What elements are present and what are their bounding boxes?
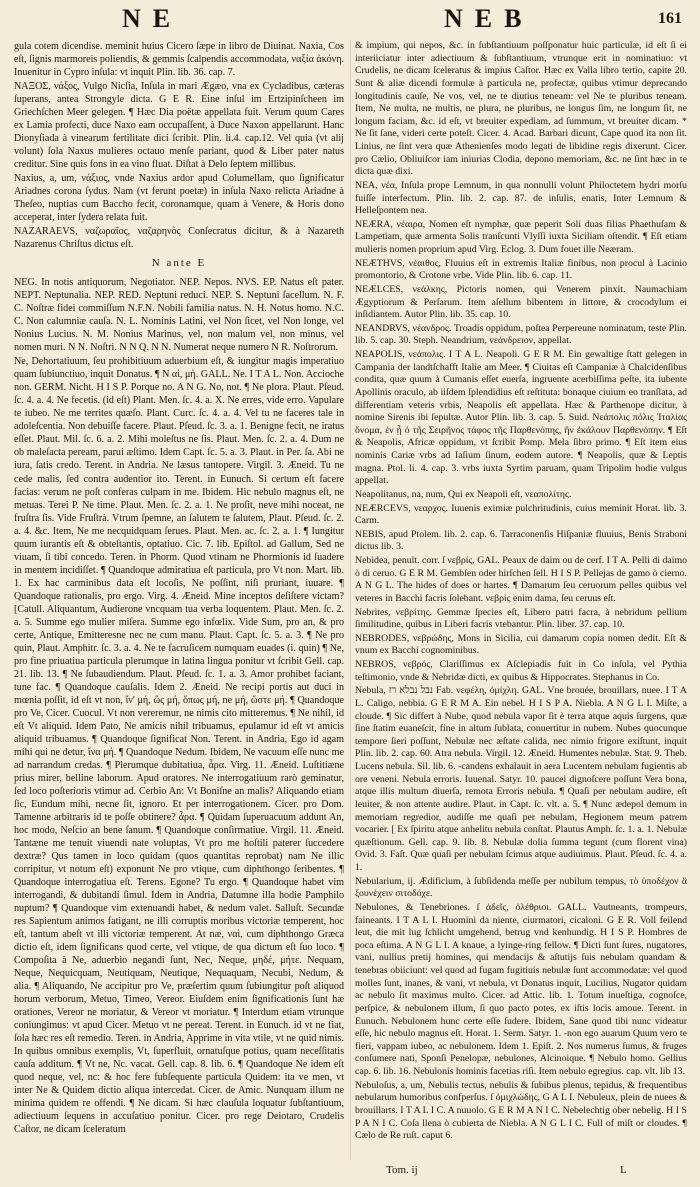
- entry-naxos: ΝΑΞΟΣ, νάξος, Vulgo Nicſia, Inſula in mari Ægæo, vna ex Cycladibus, cæteras ſuperans, antea Strongyle dicta. G E R. Eine inſul im Ertzipinſcheen im Griechſchen Meer gelegen. ¶ Hæc Dia poëtæ appellata fuit. Verum quum Cares ex Lamia profecti, duce Naxo eam occupaſſent, à Duce Naxon appellarunt. Hanc Dionyſiada à vinearum fertilitate dici ſcribit. Plin. li.4. cap.12. Vel quia (vt alij volunt) ſola Naxus mulieres octauo menſe pariant, quod & Liber pater natus creditur. Sine quis fons in ea vino fluat. Diſtat à Delo ſeptem millibus.: [14, 81, 344, 171]
- entry-nebis: NEBIS, apud Ptolem. lib. 2. cap. 6. Tarraconenſis Hiſpaniæ fluuius, Benis Straboni dictus lib. 3.: [355, 528, 687, 553]
- entry-nebridea: Nebidea, penult. corr. ſ νεβρίς, GAL. Peaux de daim ou de cerf. I T A. Pelli di daimo ò di ceruo. G E R M. Gembſen oder hirſchen ſell. H I S P. Pellejas de gamo ò cierno. A N G L. The hides of does or hartes. ¶ Damarum ſeu ceruorum pelles quibus vel veteres in Bacchi facris ſolebant. νεβρὶς enim dama, ſeu ceruus eſt.: [355, 555, 687, 604]
- entry-nebularium: Nebularium, ij. Ædificium, à ſubſidenda meſſe per nubilum tempus, τὸ ὑποδέχον ἃ ξουνέχειν σιτοδόχε.: [355, 875, 687, 900]
- column-divider: [350, 40, 351, 1160]
- entry-neandrus: ΝΕΑΝDRVS, νέανδρος. Troadis oppidum, poſtea Perpereune nominatum, teste Plin. lib. 5. cap. 30. Steph. Neandrium, νεάνδρειον, appellat.: [355, 322, 687, 347]
- gathering-signature: L: [620, 1164, 627, 1176]
- entry-neaera: ΝΕÆRA, νέαιρα, Nomen eſt nymphæ, quæ peperit Soli duas filias Phaethuſam & Lampetiam, quæ armenta Solis tranſcunti Vlyſſi iuxta Siciliam oſtendit. ¶ Eſt etiam mulieris nomen proprium apud Virg. Eclog. 3. Dum fouet ille Neæram.: [355, 218, 687, 255]
- entry-nea: ΝΕΑ, νέα, Inſula prope Lemnum, in qua nonnulli volunt Philoctetem hydri morſu fuiſſe interfectum. Plin. lib. 2. cap. 87. de inſulis, enatis, Inter Lemnum & Helleſpontem nea.: [355, 179, 687, 217]
- entry-nazaraeus: NAZARAEVS, ναζωραῖος, ναζαρηνὸς Conſecratus dicitur, & à Nazareth Nazarenus Chriſtus dictus eſt.: [14, 226, 344, 251]
- running-head-left: NE: [122, 4, 183, 33]
- entry-ne-continued: & impium, qui nepos, &c. in ſubſtantiuum poſſponatur huic particulæ, id eſt ſi ei interiiciatur inter adiectiuum & ſubſtantiuum, vtrunque erit in nominatiuo: vt Crudelis, ne dicam ſceleratus & impius Caſtor. Hæc ex Valla libro tertio, capite 20. Sunt & aliæ dicendi formulæ à particula ne, profectæ, quibus vtimur deprecando longitudinis cauſe, Ne vos, vel, ne te diutius teneam: vel Ne te pluribus teneam. Item, Ne multa, ne multis, ne plura, ne pluribus, ne longus ſim, ne longum ſit, ne longum faciam, &c. id eſt, vt breuiter expediam, ad ſummum, vt breuiter dicam. * Ne ſit ſane, videri certe poteſt. Cicer. 4. Acad. Barbari dicunt, Cape quod ita non ſit. Linius, ne ſint vera quæ Athenienſes modo legati de libidine regis dixerunt. Cicer. pro Cælio, Obliuiſcor iam iniurias Clodia, depono memoriam, &c. ne ſint hæc in te dicta quæ dixi.: [355, 40, 687, 178]
- entry-nebros: NEBROS, νεβρός, Clariſſimus ex Aſclepiadis fuit in Co inſula, vel Pythia teſtimonio, vnde & Nebridæ dicti, ex quibus & Hippocrates. Stephanus in Co.: [355, 659, 687, 683]
- running-head-right: NEB: [444, 4, 534, 33]
- entry-neg-abbreviations: NEG. In notis antiquorum, Negotiator. NEP. Nepos. NVS. EP. Natus eſt pater. NEPT. Neptunalia. NEP. RED. Neptuni reduci. NEP. S. Neptuni ſacellum. N. F. C. Noſtræ fidei commiſſum N.F.N. Nobili familia natus. N. H. Notus homo. N.C. C. Non calumniæ cauſa. N. L. Nominis Latini, vel Non ſicet, vel Non longe, vel Nonius Lucius. N. M. Nonius Marinus, vel, non malum vel, non minus, vel nomen muri. N N. Noſtri. N N Q. N N. Numerat neque numero N R. Noſtrorum.: [14, 277, 344, 354]
- entry-neaethus: ΝΕÆΤΗVS, νέαιθος, Fluuius eſt in extremis Italiæ finibus, non procul à Lacinio promontorio, & Crotone vrbe. Vide Plin. lib. 6. cap. 11.: [355, 257, 687, 282]
- entry-nebula: Nebula, נבל נבלא רז Fab. νεφέλη, ὀμίχλη. GAL. Vne brouée, brouillars, nuee. I T A L. Caligo, nebbia. G E R M A. Ein nebel. H I S P A. Niebla. A N G L I. Miſte, a cloude. ¶ Sic differt à Nube, quod nebula vapor ſit è terra atque aquis ſurgens, quæ ſine ſtatim euaneſcit, fine in altum ſublata, conuertitur in nubem. Nubes quocunque tempore ſieri poſſunt, Nebulæ nec æſtate calida, nec nimio frigore exiſtunt, inquit Plin. lib. 2. cap. 60. Atra nebula. Virgil. 12. Æneid. Humentes nebulæ. Stat. 9. Theb. Lucens nebula. Sil. lib. 6. -candens exhalauit in aera Lucentem nebulam fugientis ab ore veneni. Nebula erroris. Iuuenal. Satyr. 10. paucei dignoſcere poſſunt Vera bona, atque illis multum diuerſa, remota Erroris nebula. ¶ Quaſi per nebulam audire, eſt leuiter, & non attente audire. Plaut. in Capt. ſc. vlt. a. 5. ¶ Nunc ædepol demum in memoriam regredior, audiſſe me quaſi per nebulam, Hegionem meum patrem vocarier. [ Ex ſpiritu atque anhelitu nebula conſtat. Plautus Amph. ſc. 1. a. 1. Nebulæ quæſtionum. Gell. cap. 9. lib. 8. Nebulæ dolia ſumma tegunt (cum florent vina) Ovid. 3. Faſt. Quæ quaſi per nebulam ſcimus atque audiuimus. Plaut. Pſeud. ſc. 4. a. 1.: [355, 685, 687, 873]
- entry-nebulosus: Nebuloſus, a, um, Nebulis tectus, nebulis & ſubibus plenus, tepidus, & frequentibus nebularum humoribus confperſus. ſ ὀμιχλώδης, G A L I. Nebuleux, plein de nuees & brouillarts. I T A L I C. A nuuolo. G E R M A N I C. Nebelechtig ober nebelig. H I S P A N I C. Coſa llena ò cubierta de Niebla. A N G L I C. Full of miſt or cloudes. ¶ Cælo de Re ruſt. caput 6.: [355, 1079, 687, 1142]
- right-column: [355, 40, 687, 1144]
- left-column: [14, 40, 344, 1137]
- section-heading: N ante E: [151, 257, 207, 270]
- entry-nebrodes: NEBRODES, νεβρώδης, Mons in Sicilia, cui damarum copia nomen dedit. Eſt & vnum ex Bacchi cognominibus.: [355, 632, 687, 657]
- entry-nealces: ΝΕÆLCES, νεάλκης, Pictoris nomen, qui Venerem pinxit. Naumachiam Ægyptiorum & Perſarum. Item aſellum bibentem in littore, & crocodylum ei inſidiantem. Autor Plin. lib. 35. cap. 10.: [355, 283, 687, 321]
- entry-nearceus: ΝΕÆRCEVS, νεαρχος. Iuuenis eximiæ pulchritudinis, cuius meminit Horat. lib. 3. Carm.: [355, 502, 687, 527]
- entry-naxia: gula cotem dicendise. meminit huius Cicero ſæpe in libro de Diuinat. Naxia, Cos eſt, ſignis marmoreis poliendis, & gemmis ſcalpendis accommodata, ναξία ἀκόνη. Inuenitur in Cypro inſula: vt inquit Plin. lib. 36. cap. 7.: [14, 41, 344, 79]
- page-number: 161: [658, 10, 682, 27]
- running-header: [0, 0, 700, 44]
- entry-neapolis: ΝΕΑΡΟLIS, νεάπολις. I T A L. Neapoli. G E R M. Ein gewaltige ſtatt gelegen in Campania der landtſchafft Italie am Meer. ¶ Ciuitas eſt Campaniæ à Chalcidenſibus condita, quæ quum à Cumanis eſſet euerſa, ingruente acerbiſſima peſte, ita iubente Apollinis oraculo, ab iiſdem ſplendidius eſt reſtituta: bonaque ciuium eo tranſlata, ad differentiam veteris vrbis, Neapolis eſt appellata. Hæc & Parthenope dicitur, à nomine Sirenis ibi ſepultæ. Autor Plin. lib. 3. cap. 5. Suid. Νεάπολις πόλις Ἰταλίας ὄνομα, ἐν ᾗ ὁ τῆς Σειρῆνος τάφος τῆς Παρθενόπης, ἣν ἐκάλουν Παρθενόπην. ¶ Eſt & Neapolis, Africæ oppidum, vt ſcribit Pomp. Mela ſibro primo. ¶ Eſt item eius nominis Cariæ vrbs ad Iaſium ſinum, eodem autore. ¶ Neapolis, quæ & Leptis magna. Ptol. li. 4. cap. 3. vrbs iuxta Syrtim paruam, quam Tripolim hodie vulgus appellat.: [355, 349, 687, 487]
- entry-neapolitanus: Neapolitanus, na, num, Qui ex Neapoli eſt, νεαπολίτης.: [355, 488, 572, 500]
- entry-nebulones: Nebulones, & Tenebriones. ſ ἀδεῖς, ὀλέθριοι. GALL. Vautneants, trompeurs, faineants. I T A L I. Huomini da niente, ciurmatori, cicaloni. G E R. Voll feilend leut, die mit lug ſchlicht umgehend, betrug vnd kenhundig. H I S P. Hombres de poca eſtima. A N G L I. A knaue, a lyinge-ring fellow. ¶ Dicti ſunt ſures, nugatores, vani, nullius pretij homines, qui mendacijs & aſtutijs ſuis nebulam quandam & tenebras obiiciunt: vel quod ad fugam fugitiuis nebulæ ſunt accommodatæ: vel quod molles ſunt, inanes, & vani, vt nebula, vt Donatus inquit, Lucilius, Nugator quidam ac nebulo ſit maximus multo. Cicer. ad Attic. lib. 1. Totum inueſtiga, cognoſce, perſpice, & nebulonem illum, ſi quo pacto potes, ex iſtis locis amoue. Terent. in Eunuch. Nebulonem hunc certe eſſe ſudere. Ibidem, Sane quod tibi nunc videatur eſſe, hic nebulo magnus eſt. Horat. 1. Serm. Satyr. 1. -non ego auarum Quum vero te fieri, vappam iubeo, ac nebulonem. Idem 1. Epiſt. 2. Nos numerus ſumus, & fruges conſumere nati, Sponſi Penelopæ, nebulones, Alcinoique. ¶ Nebulo homo. Gellius cap. 6. lib. 16. Nebulonis hominis facetias riſi. Item nebulo egregius. cap. vlt. lib 13.: [355, 901, 687, 1077]
- entry-nebrites: Nebrites, νεβρίτης. Gemmæ ſpecies eſt, Libero patri facra, à nebridum pellium ſimilitudine, quibus in Liberi facris vtebantur. Plin. liber. 37. cap. 10.: [355, 606, 687, 631]
- entry-naxius: Naxius, a, um, νάξιος, vnde Naxius ardor apud Columellam, quo ſignificatur Ariadnes corona ſydus. Nam (vt ferunt poetæ) in inſula Naxo relicta Ariadne à Theſeo, nuptias cum Baccho fecit, coronamque, quam à Venere, & Horis dono acceperat, inter ſydera relata fuit.: [14, 173, 344, 224]
- volume-signature: Tom. ij: [386, 1164, 418, 1176]
- entry-ne: Ne, Dehortatiuum, ſeu prohibitiuum aduerbium eſt, & iungitur magis imperatiuo quam ſubiunctiuo, inquit Donatus. ¶ Ν αὶ, μὴ. GALL. Ne. I T A L. Non. Accioche non. GERM. Nicht. H I S P. Porque no. A N G. No, not. ¶ Ne plora. Plaut. Pſeud. ſc. 4. a. 4. Ne fecetis. (id eſt) Plant. Men. ſc. 4. a. X. Ne erres, vide erro. Vapulare te iubeo. Ne me territes quæſo. Plant. Curc. ſc. 4. a. 4. Vel tu ne faceres tale in adoleſcentia. Non debuiſſe facere. Plaut. Pſeud. ſc. 3. a. 1. Benigne fecit, ne iratus eſſet. Plaut. Mil. ſc. 6. a. 2. Mihi moleſtus ne ſis. Plaut. Men. ſc. 2. a. 4. Dum ne ob maleſacta peream, parui æſtimo. Idem Capt. ſc. 5. a. 3. Plaut. in Per. ſa. Abi ne iura, ſatis credo. Terent. in Andria. Ne læsus tantopere. Virgil. 3. Æneid. Tu ne cede malis, ſed contra audentior ito. Terent. in Eunuch. Si certum eſt facere facias: verum ne poſt conferas culpam in me. Ibidem. Hic nebulo magnus eſt, ne metuas. Terei P. Ne time. Plaut. Men. ſc. 2. a. 1. Ne proſit, neve mihi noceat, ne fruſtra ſis. Vide Fruſtrà. Vtrum ſpemne, an ſalutem te ſalutem, Plaut. Pſeud. ſc. 2. a. 4. &c. Item, Ne me necquidquam ſerues. Plaut. Men. ac. ſc. 2. a. 1. ¶ Iungitur quum iurantis eſt & obteſtantis, optatiuo. Cic. 7. lib. Epiſtol. ad Gallum, Sed ne viuam, ſi tibi concedo. Teren. in Phorm. Quod vtinam ne Phormionis id ſuadere in mentem incidiſſet. ¶ Quandoque admiratiua eſt particula, pro Vt non. Mart. lib. 1. Ex hac carminibus data eſt locoſis, Ne poſſint, niſi pruriant, iuuare. ¶ Quandoque rationalis, pro ergo. Virg. 4. Æneid. Mine inceptos deſiſtere victam? [Catull. Aliquantum, Audierone vncquam tua verba loquentem. Plaut. Men. ſc. 2. a. 5. Summe ego mulier miſera. Summe ego infœlix. Vide Sum, pro an, & pro certe, Antique, Emitteresne nec ne cum manu. Plaut. Capt. ſc. 5. a. 3. ¶ Ne pro quin, Plaut. Amphitr. ſc. 3. a. 4. Ne te facruſicem numquam euades (i. quin) ¶ Ne, pro fine priuatiua particula plerumque in latina lingua ponitur vt ſcribit Gell. cap. 21. lib. 13. ¶ Ne ſubaudiendum. Plaut. Pſeud. ſc. 1. a. 3. Amor prohibet faciant, tune fac. ¶ Quandoque cauſalis. Idem 2. Æneid. Ne recipi portis aut duci in mœnia poſſit, id eſt vt non, ἵν' μή, ὥς μή, ὅπως μή, ne μή, ὥστε μή. ¶ Quandoque pro Ve, Cicer. Cuocul. Vt non vereremur, ne nimis cito mitteremus. ¶ Ne nihil, id eſt Vt aliquid. Idem Pato, Ne amicis nihil tribuamus, epulamur id eſt vt amicis aliquid tribuamus. ¶ Quandoque ſignificat Non. Terent. in Andria, Ego id agam mihi qui ne detur, ἵνα μή. ¶ Quandoque Nedum. Ibidem, Ne vacuum eſſe nunc me ad narrandum credas. ¶ Plerumque dubitatiua, ἆρα. Virg. 11. Æneid. Luſtitiæne prius mirer, belline laborum. Apud oratores. Ne interrogatiuum rarò geminatur, ſed loco poſterioris vtimur ad. Cerbio An: Vt Boniſne an malis? Aliquando etiam ſic, Eundum mihi, necne ſit, ignoro. Et per interrogationem. Cicer. pro Dom. Tamenne arbitraris id te poſſe obtinere? ἆρα. ¶ Quidam ſuperuacuum addunt An, hoc modo, Neſcio an bene ſanum. ¶ Quandoque conſirmatiue. Virgil. 11. Æneid. Tantæne me tenuit viuendi nate voluptas, Vt pro me hoſtili paterer ſuccedere dextræ? Qus tamen in loco quidam (quos quantitas reprobat) nam Ne illic corripitur, vt notum eſt) exponunt Ne pro vtique, cum diphthongo ſeribentes. ¶ Quandoque interrogatiua eſt. Terens. Egone? Tu ergo. ¶ Quandoque habet vim interrogandi, & dubitandi ſimul. Idem in Andria, Datumne illa hodie Pamphilo nuptum? ¶ Quandoque vim extenuandi habet, & nedum valet. Salluſt. Secundæ res Sapientum animos fatigant, ne illi corruptis moribus victoriæ temperent, hoc eſt, tantum abeſt vt illi victoriæ temperent. At næ, ναὶ, cum diphthongo Græca dictio eſt, idem ſignificans quod certe, vel vtique, de qua dictum eſt ſuo loco. ¶ Compoſita à Ne, aduerbio negandi ſunt, Nec, Neque, μηδέ, μήτε. Nequam, Neque, Nequicquam, Neutiquam, Neutique, Nequaquam, Necubi, Nedum, & alia. ¶ Aliquando, Ne accipitur pro Ve, præſertim quum ſubiungitur poſt aliquod horum verborum, Metuo, Timeo, Vereor. Eiuſdem enim ſignificationis ſunt hæ orationes, Vereor ne moriatur, & Vereor vt moriatur. ¶ Interdum etiam vtrunque coniungimus: vt apud Cicer. Metuo vt ne pereat. Terent. in Eunuch. id vt ne fiat, ſola hæc res eſt remedio. Teren. in Andria, Apprime in vita vtile, vt ne quid nimis. In quibus omnibus exemplis, Vt, ſuperfluit, ornatuſque potius, quam neceſſitatis cauſa additum. ¶ Vt ne, Nc. vacat. Gell. cap. 8. lib. 6. ¶ Quandoque Ne idem eſt quod neque, vel, nc: & hoc fere fubſequente particula Quidem: ita ve men, vt inter Ne & Quidem dictio aliqua intercedat. Cicer. de Amic. Nunquam illum ne minima quidem re offendi. ¶ Ne dicam. Si hæc clauſula loquatur ſubſtantiuum, adiectiuum ſequens in accuſatiuo ponitur. Cicer. pro rege Deiotaro, Crudelis Caſtor, ne dicam ſceleratum: [14, 356, 344, 1136]
